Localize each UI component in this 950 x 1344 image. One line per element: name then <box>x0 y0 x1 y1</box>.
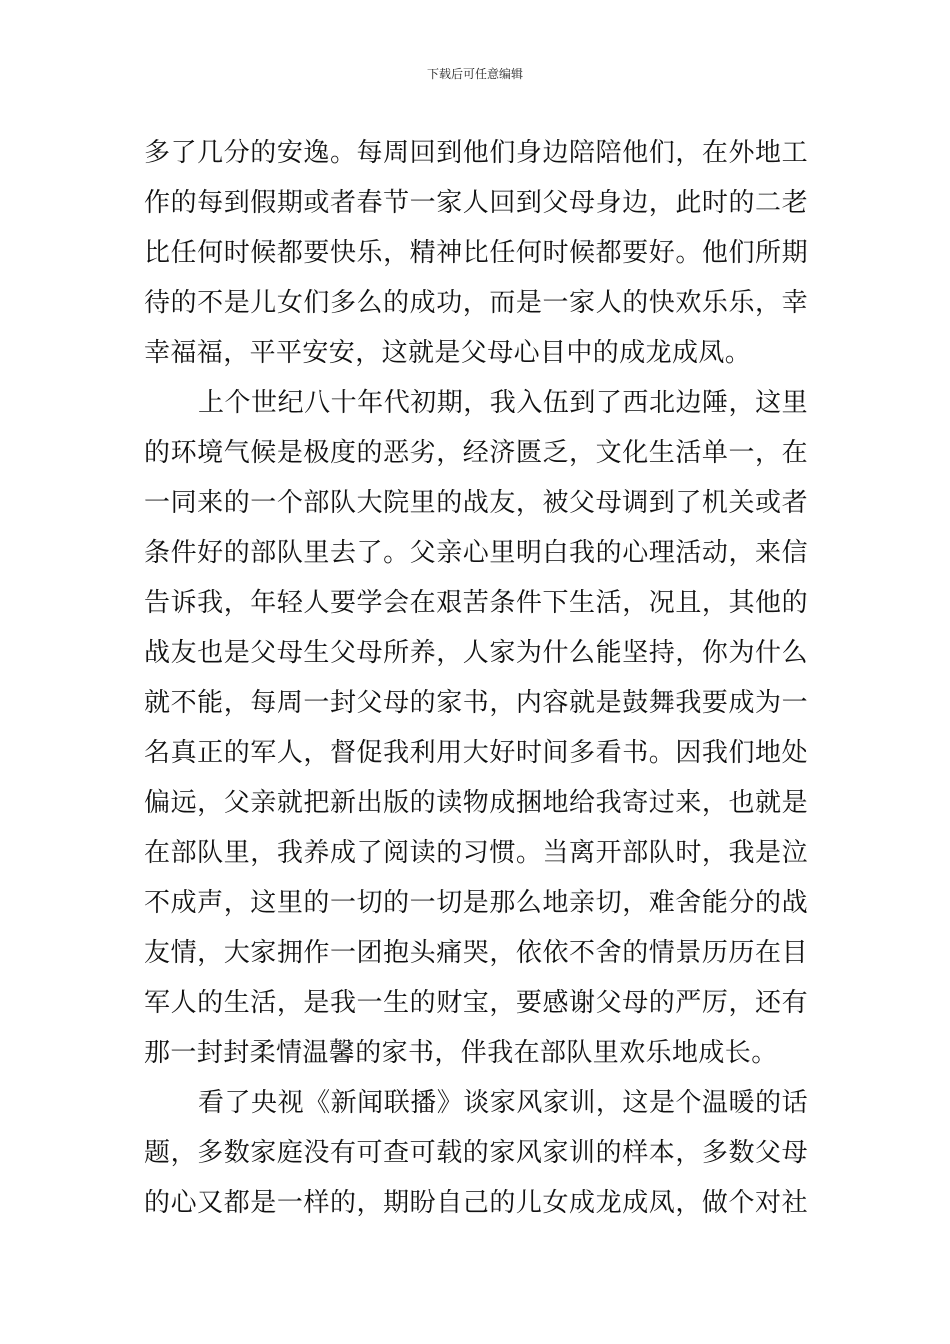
text-line: 军人的生活，是我一生的财宝，要感谢父母的严厉，还有 <box>144 988 808 1018</box>
text-line: 名真正的军人，督促我利用大好时间多看书。因我们地处 <box>144 738 808 768</box>
text-line: 的心又都是一样的，期盼自己的儿女成龙成凤，做个对社 <box>144 1188 808 1218</box>
text-line: 看了央视《新闻联播》谈家风家训，这是个温暖的话 <box>198 1088 808 1118</box>
text-line: 条件好的部队里去了。父亲心里明白我的心理活动，来信 <box>144 538 808 568</box>
text-line: 就不能，每周一封父母的家书，内容就是鼓舞我要成为一 <box>144 688 808 718</box>
text-line: 偏远，父亲就把新出版的读物成捆地给我寄过来，也就是 <box>144 788 808 818</box>
text-line: 那一封封柔情温馨的家书，伴我在部队里欢乐地成长。 <box>144 1038 778 1068</box>
text-line: 的环境气候是极度的恶劣，经济匮乏，文化生活单一，在 <box>144 438 808 468</box>
text-line: 一同来的一个部队大院里的战友，被父母调到了机关或者 <box>144 488 808 518</box>
text-line: 多了几分的安逸。每周回到他们身边陪陪他们，在外地工 <box>144 138 808 168</box>
page-header: 下载后可任意编辑 <box>426 67 523 81</box>
text-line: 作的每到假期或者春节一家人回到父母身边，此时的二老 <box>144 188 808 218</box>
text-line: 不成声，这里的一切的一切是那么地亲切，难舍能分的战 <box>144 888 808 918</box>
text-line: 战友也是父母生父母所养，人家为什么能坚持，你为什么 <box>144 638 808 668</box>
text-line: 告诉我，年轻人要学会在艰苦条件下生活，况且，其他的 <box>144 588 808 618</box>
text-line: 幸福福，平平安安，这就是父母心目中的成龙成凤。 <box>144 338 752 368</box>
text-line: 友情，大家拥作一团抱头痛哭，依依不舍的情景历历在目 <box>144 938 808 968</box>
text-line: 上个世纪八十年代初期，我入伍到了西北边陲，这里 <box>198 388 808 418</box>
text-line: 待的不是儿女们多么的成功，而是一家人的快欢乐乐，幸 <box>144 288 808 318</box>
text-line: 在部队里，我养成了阅读的习惯。当离开部队时，我是泣 <box>144 838 808 868</box>
body-text <box>144 128 808 1228</box>
text-line: 题，多数家庭没有可查可载的家风家训的样本，多数父母 <box>144 1138 808 1168</box>
text-line: 比任何时候都要快乐，精神比任何时候都要好。他们所期 <box>144 238 808 268</box>
